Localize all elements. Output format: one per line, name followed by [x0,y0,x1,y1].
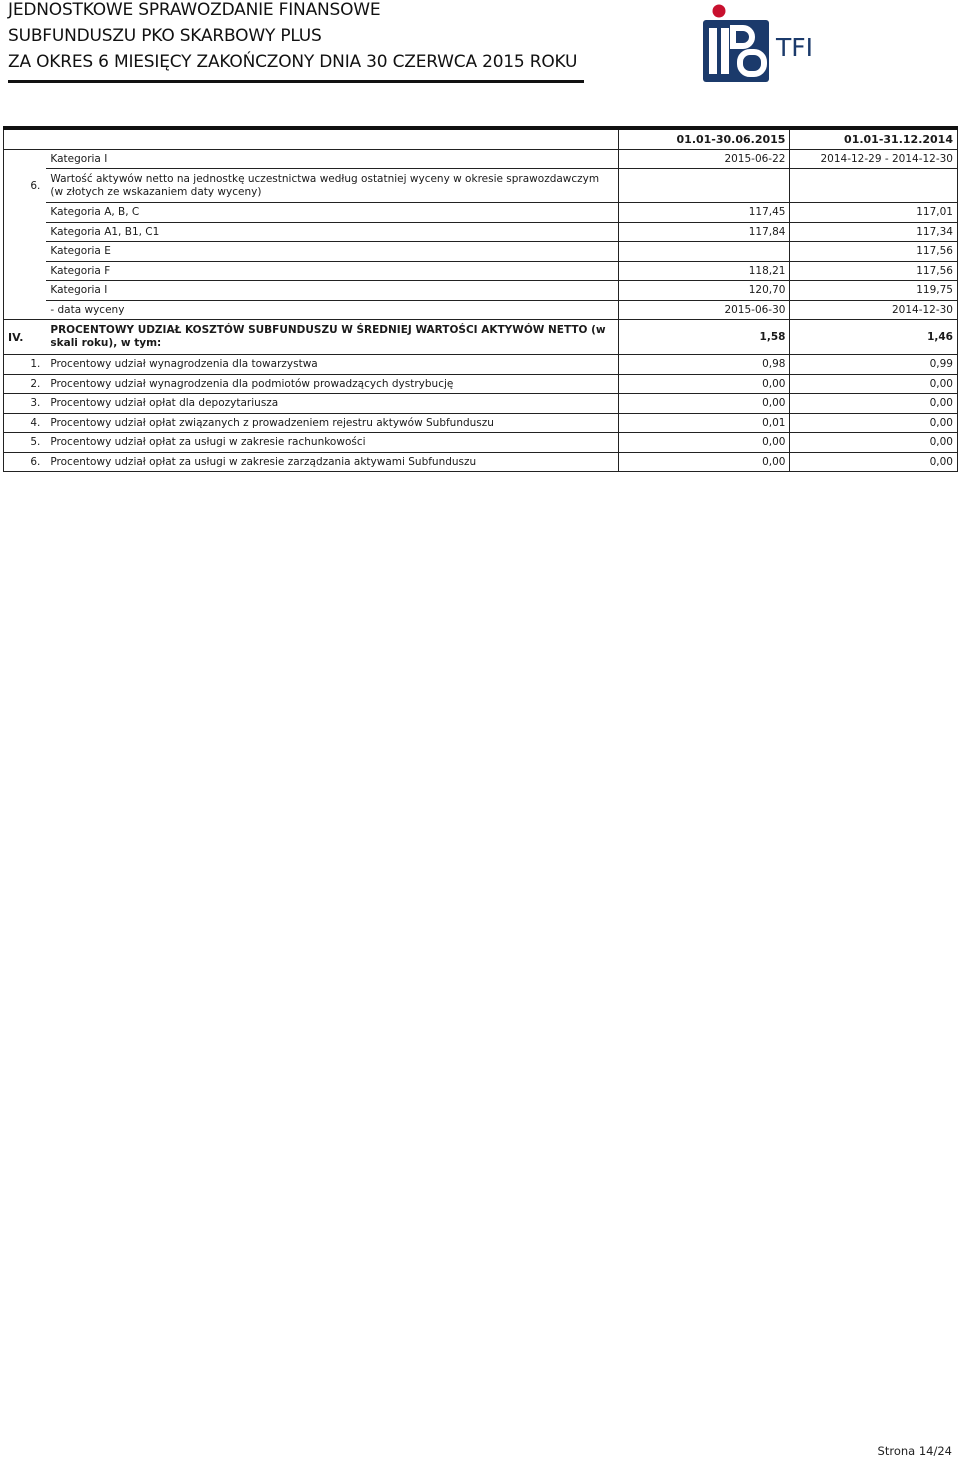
row-label: Kategoria E [46,242,618,262]
row-value-2: 0,00 [790,374,958,394]
row-label: Procentowy udział opłat za usługi w zakresie rachunkowości [46,433,618,453]
row-value-2: 0,99 [790,355,958,375]
table-row [4,261,958,281]
row-value-2: 117,56 [790,242,958,262]
table-row [4,355,958,375]
row-value-2: 119,75 [790,281,958,301]
section-label: PROCENTOWY UDZIAŁ KOSZTÓW SUBFUNDUSZU W ŚREDNIEJ WARTOŚCI AKTYWÓW NETTO (w skali roku), w tym: [46,320,618,355]
row-value-1: 0,01 [618,413,790,433]
row-value-1: 120,70 [618,281,790,301]
section-number: IV. [4,320,47,355]
row-label: Kategoria A, B, C [46,203,618,223]
row-value-2: 117,56 [790,261,958,281]
row-label: Procentowy udział opłat związanych z prowadzeniem rejestru aktywów Subfunduszu [46,413,618,433]
fund-name: SUBFUNDUSZU PKO SKARBOWY PLUS [8,26,322,46]
row-label: Procentowy udział opłat za usługi w zakresie zarządzania aktywami Subfunduszu [46,452,618,472]
row-value-2: 0,00 [790,413,958,433]
row-label: Procentowy udział wynagrodzenia dla towarzystwa [46,355,618,375]
report-header [8,0,584,83]
row-value-1: 0,00 [618,452,790,472]
row-number: 3. [4,394,47,414]
table-row [4,452,958,472]
report-period: ZA OKRES 6 MIESIĘCY ZAKOŃCZONY DNIA 30 CZERWCA 2015 ROKU [8,52,578,72]
table-row [4,300,958,320]
row-number: 1. [4,355,47,375]
table-row [4,222,958,242]
row-value-1: 0,98 [618,355,790,375]
row-label: Kategoria I [46,281,618,301]
page-number: Strona 14/24 [877,1444,952,1458]
row-label: Procentowy udział wynagrodzenia dla podmiotów prowadzących dystrybucję [46,374,618,394]
row-value-2: 2014-12-29 - 2014-12-30 [790,149,958,169]
period-header-2: 01.01-31.12.2014 [790,128,958,149]
row-number: 5. [4,433,47,453]
row-number: 6. [4,169,47,203]
row-number: 6. [4,452,47,472]
period-header-1: 01.01-30.06.2015 [618,128,790,149]
table-row [4,203,958,223]
table-row [4,242,958,262]
row-value-2: 2014-12-30 [790,300,958,320]
row-value-1: 0,00 [618,394,790,414]
row-label: Procentowy udział opłat dla depozytariusza [46,394,618,414]
row-value-1: 117,84 [618,222,790,242]
table-row [4,281,958,301]
row-value-1: 2015-06-22 [618,149,790,169]
row-value-2: 0,00 [790,394,958,414]
row-value-1: 0,00 [618,433,790,453]
table-header-row [4,128,958,149]
table-row [4,433,958,453]
row-label: Kategoria F [46,261,618,281]
table-row [4,374,958,394]
row-number: 4. [4,413,47,433]
row-number: 2. [4,374,47,394]
row-value-2: 0,00 [790,433,958,453]
report-title: JEDNOSTKOWE SPRAWOZDANIE FINANSOWE [8,0,381,20]
financial-table [3,126,958,472]
row-label: Kategoria A1, B1, C1 [46,222,618,242]
table-row [4,413,958,433]
table-row [4,394,958,414]
section-row-costs [4,320,958,355]
row-value-1: 2015-06-30 [618,300,790,320]
row-label: - data wyceny [46,300,618,320]
row-value-1 [618,242,790,262]
row-value-2: 1,46 [790,320,958,355]
row-value-2: 0,00 [790,452,958,472]
logo-text: TFI [776,33,814,62]
row-value-2: 117,01 [790,203,958,223]
row-label: Wartość aktywów netto na jednostkę uczestnictwa według ostatniej wyceny w okresie sprawozdawczym (w złotych ze wskazaniem daty wyceny) [46,169,618,203]
row-value-1: 118,21 [618,261,790,281]
row-value-1: 0,00 [618,374,790,394]
row-value-1: 1,58 [618,320,790,355]
table-row [4,169,958,203]
row-label: Kategoria I [46,149,618,169]
row-value-1: 117,45 [618,203,790,223]
row-value-2: 117,34 [790,222,958,242]
table-row [4,149,958,169]
